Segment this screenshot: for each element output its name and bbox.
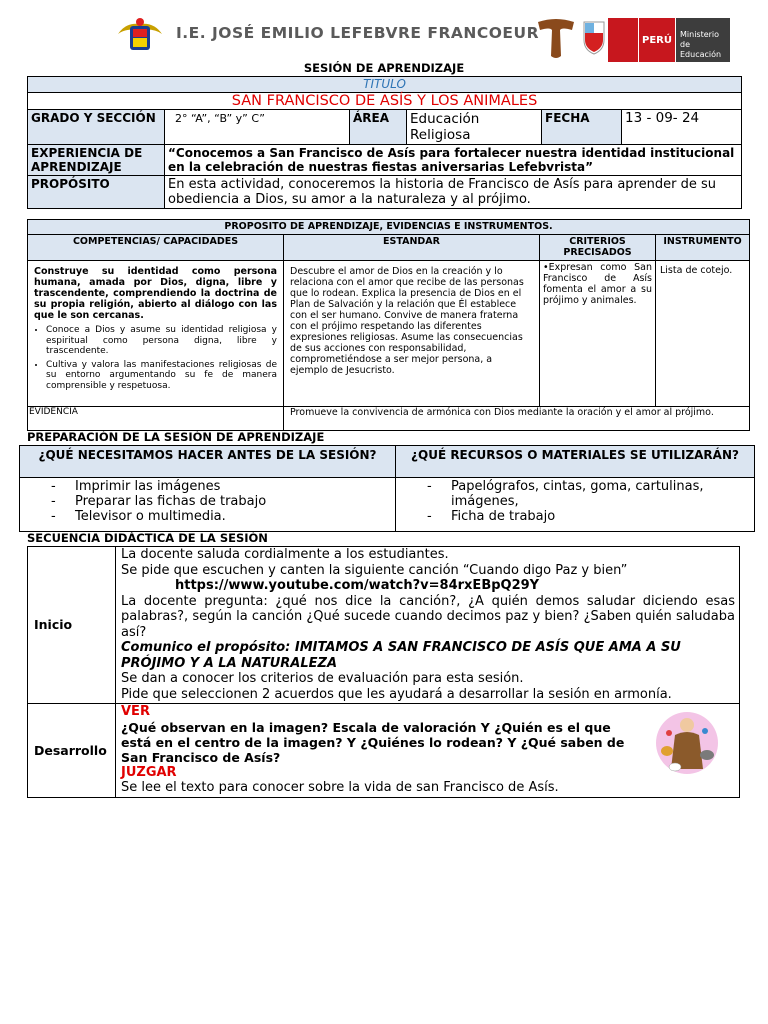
estandar-cell xyxy=(284,261,540,407)
ministry-flag-block xyxy=(608,18,638,62)
preparacion-col2-header: ¿QUÉ RECURSOS O MATERIALES SE UTILIZARÁN? xyxy=(396,446,755,478)
criterio-text: •Expresan como San Francisco de Asís fomenta el amor a su prójimo y animales. xyxy=(543,262,652,306)
inicio-line: Se dan a conocer los criterios de evaluación para esta sesión. xyxy=(121,671,524,686)
experiencia-label: EXPERIENCIA DE APRENDIZAJE xyxy=(28,145,165,176)
competencia-text: Construye su identidad como persona humana, amada por Dios, digna, libre y trascendente, comprendiendo la doctrina de su propia religión, abierto al diálogo con las que le son cercanas. xyxy=(34,266,277,321)
preparacion-title: PREPARACIÓN DE LA SESIÓN DE APRENDIZAJE xyxy=(27,430,325,444)
instrumento-text: Lista de cotejo. xyxy=(660,265,733,276)
juzgar-label: JUZGAR xyxy=(121,764,177,780)
proposito-value: En esta actividad, conoceremos la historia de Francisco de Asís para aprender de su obediencia a Dios, su amor a la naturaleza y al prójimo. xyxy=(165,176,742,209)
fecha-label: FECHA xyxy=(542,110,622,145)
ministry-logo xyxy=(608,18,730,62)
info-table xyxy=(27,76,742,209)
recurso-item: - Papelógrafos, cintas, goma, cartulinas, imágenes, xyxy=(399,479,751,509)
titulo-label: TITULO xyxy=(28,77,742,93)
preparacion-col1 xyxy=(20,478,396,532)
inicio-label: Inicio xyxy=(28,547,116,704)
ver-label: VER xyxy=(121,704,150,719)
evidence-table xyxy=(27,219,750,431)
area-value: Educación Religiosa xyxy=(407,110,542,145)
col-criterios: CRITERIOS PRECISADOS xyxy=(540,235,656,261)
inicio-line: La docente pregunta: ¿qué nos dice la canción?, ¿A quién demos saludar diciendo esas palabras?, según la canción ¿Qué sucede cuando decimos paz y bien? ¿Saben quién saludaba así? xyxy=(121,593,735,640)
ministry-name-line1: Ministerio xyxy=(680,30,720,39)
proposito-label: PROPÓSITO xyxy=(28,176,165,209)
peru-crest-icon xyxy=(582,18,606,56)
session-title: SESIÓN DE APRENDIZAJE xyxy=(303,61,465,75)
ministry-name-line2: de Educación xyxy=(680,40,722,59)
evidence-table-header: PROPOSITO DE APRENDIZAJE, EVIDENCIAS E INSTRUMENTOS. xyxy=(28,220,750,235)
school-logo-icon xyxy=(116,14,164,54)
criterios-cell xyxy=(540,261,656,407)
recurso-item: - Ficha de trabajo xyxy=(399,509,751,524)
song-url: https://www.youtube.com/watch?v=84rxEBpQ29Y xyxy=(175,578,540,593)
ministry-country: PERÚ xyxy=(638,18,675,62)
area-label: ÁREA xyxy=(350,110,407,145)
capacidad-item: • Cultiva y valora las manifestaciones religiosas de su entorno argumentando su fe de manera comprensible y respetuosa. xyxy=(46,360,277,392)
preparacion-table xyxy=(19,445,755,532)
ministry-name xyxy=(675,18,730,62)
capacidades-list xyxy=(34,325,277,391)
desarrollo-content xyxy=(116,704,740,798)
inicio-line: Se pide que escuchen y canten la siguiente canción “Cuando digo Paz y bien” xyxy=(121,562,628,578)
saint-francis-image xyxy=(655,711,719,775)
preparacion-item: - Imprimir las imágenes xyxy=(23,479,392,494)
inicio-line: Pide que seleccionen 2 acuerdos que les ayudará a desarrollar la sesión en armonía. xyxy=(121,686,672,702)
evidencia-value: Promueve la convivencia de armónica con Dios mediante la oración y el amor al prójimo. xyxy=(284,407,750,431)
inicio-content xyxy=(116,547,740,704)
secuencia-table xyxy=(27,546,740,798)
preparacion-item: - Televisor o multimedia. xyxy=(23,509,392,524)
page-header xyxy=(0,0,768,62)
fecha-value: 13 - 09- 24 xyxy=(622,110,742,145)
secuencia-title: SECUENCIA DIDÁCTICA DE LA SESIÓN xyxy=(27,531,268,545)
school-name: I.E. JOSÉ EMILIO LEFEBVRE FRANCOEUR xyxy=(176,24,540,42)
desarrollo-questions: ¿Qué observan en la imagen? Escala de valoración Y ¿Quién es el que está en el centro de la imagen? Y ¿Quiénes lo rodean? Y ¿Qué saben de San Francisco de Asís? xyxy=(121,719,625,765)
instrumento-cell xyxy=(656,261,750,407)
session-main-title: SAN FRANCISCO DE ASÍS Y LOS ANIMALES xyxy=(28,93,742,110)
grado-label: GRADO Y SECCIÓN xyxy=(28,110,165,145)
col-instrumento: INSTRUMENTO xyxy=(656,235,750,261)
desarrollo-line: Se lee el texto para conocer sobre la vida de san Francisco de Asís. xyxy=(121,780,559,795)
estandar-text: Descubre el amor de Dios en la creación y lo relaciona con el amor que recibe de las personas que lo rodean. Explica la presencia de Dios en el Plan de Salvación y la relación que Él establece con el ser humano. Convive de manera fraterna con el prójimo respetando las diferentes expresiones religiosas. Asume las consecuencias de sus acciones con responsabilidad, comprometiéndose a ser mejor persona, a ejemplo de Jesucristo. xyxy=(290,266,524,376)
competencias-cell xyxy=(28,261,284,407)
grado-value: 2° “A”, “B” y” C” xyxy=(165,110,350,145)
tau-cross-icon xyxy=(536,16,576,60)
inicio-line: La docente saluda cordialmente a los estudiantes. xyxy=(121,547,449,562)
desarrollo-label: Desarrollo xyxy=(28,704,116,798)
inicio-proposito: Comunico el propósito: IMITAMOS A SAN FRANCISCO DE ASÍS QUE AMA A SU PRÓJIMO Y A LA NATURALEZA xyxy=(121,640,681,671)
evidencia-label: EVIDENCIA xyxy=(28,407,284,431)
preparacion-list xyxy=(23,479,392,524)
preparacion-col2 xyxy=(396,478,755,532)
col-estandar: ESTANDAR xyxy=(284,235,540,261)
experiencia-value: “Conocemos a San Francisco de Asís para fortalecer nuestra identidad institucional en la celebración de nuestras fiestas aniversarias Lefebvrista” xyxy=(165,145,742,176)
recursos-list xyxy=(399,479,751,524)
capacidad-item: • Conoce a Dios y asume su identidad religiosa y espiritual como persona digna, libre y trascendente. xyxy=(46,325,277,357)
col-competencias: COMPETENCIAS/ CAPACIDADES xyxy=(28,235,284,261)
preparacion-item: - Preparar las fichas de trabajo xyxy=(23,494,392,509)
preparacion-col1-header: ¿QUÉ NECESITAMOS HACER ANTES DE LA SESIÓN? xyxy=(20,446,396,478)
